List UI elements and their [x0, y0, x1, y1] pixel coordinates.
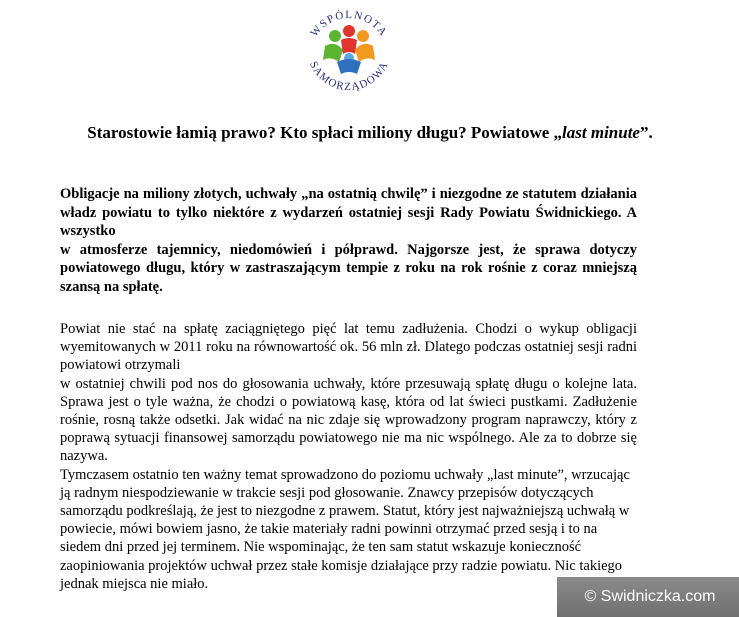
wspolnota-samorzadowa-logo: [293, 0, 405, 104]
people-figures-icon: [323, 25, 375, 74]
watermark-text: © Swidniczka.com: [584, 588, 716, 605]
article-title: [50, 122, 690, 144]
logo-graphic: [293, 0, 405, 104]
body-paragraph-2: w ostatniej chwili pod nos do głosowania uchwały, które przesuwają spłatę długu o kolejne lata. Sprawa jest o tyle ważna, że chodzi o powiatową kasę, która od lat świeci pustkami. Zadłużenie rośnie, rosną także odsetki. Jak widać na nic zdaje się wprowadzony program naprawczy, który z poprawą sytuacji finansowej samorządu powiatowego nie ma nic wspólnego. Ale za to dobrze się nazywa.: [60, 375, 637, 465]
lead-paragraph-2: w atmosferze tajemnicy, niedomówień i półprawd. Najgorsze jest, że sprawa dotyczy powiatowego długu, który w zastraszającym tempie z roku na rok rośnie z coraz mniejszą szansą na spłatę.: [60, 241, 637, 295]
body-paragraph-1: Powiat nie stać na spłatę zaciągniętego pięć lat temu zadłużenia. Chodzi o wykup obligacji wyemitowanych w 2011 roku na równowartość ok. 56 mln zł. Dlatego podczas ostatniej sesji radni powiatowi otrzymali: [60, 321, 637, 374]
body-paragraph-3: Tymczasem ostatnio ten ważny temat sprowadzono do poziomu uchwały „last minute”, wrzucając ją radnym niespodziewanie w trakcie sesji pod głosowanie. Znawcy przepisów dotyczących samorządu podkreślają, że jest to niezgodne z prawem. Statut, który jest najważniejszą uchwałą w powiecie, mówi bowiem jasno, że takie materiały radni powinni otrzymać przed sesją i to na siedem dni przed jej terminem. Nie wspominając, że ten sam statut wskazuje konieczność zaopiniowania projektów uchwał przez stałe komisje działające przy radzie powiatu. Nic takiego jednak miejsca nie miało.: [60, 466, 630, 592]
lead-paragraph-1: Obligacje na miliony złotych, uchwały „na ostatnią chwilę” i niezgodne ze statutem działania władz powiatu to tylko niektóre z wydarzeń ostatniej sesji Rady Powiatu Świdnickiego. A wszystko: [60, 186, 637, 239]
logo-text-bottom: SAMORZĄDOWA: [307, 59, 391, 94]
article-body: [60, 320, 637, 593]
title-main: Starostowie łamią prawo? Kto spłaci miliony długu? Powiatowe „: [87, 123, 563, 142]
watermark-badge: [557, 577, 739, 617]
title-end: ”.: [639, 123, 653, 142]
article-lead: [60, 185, 637, 296]
title-italic: last minute: [562, 123, 640, 142]
logo-text-top: WSPÓLNOTA: [308, 8, 390, 40]
